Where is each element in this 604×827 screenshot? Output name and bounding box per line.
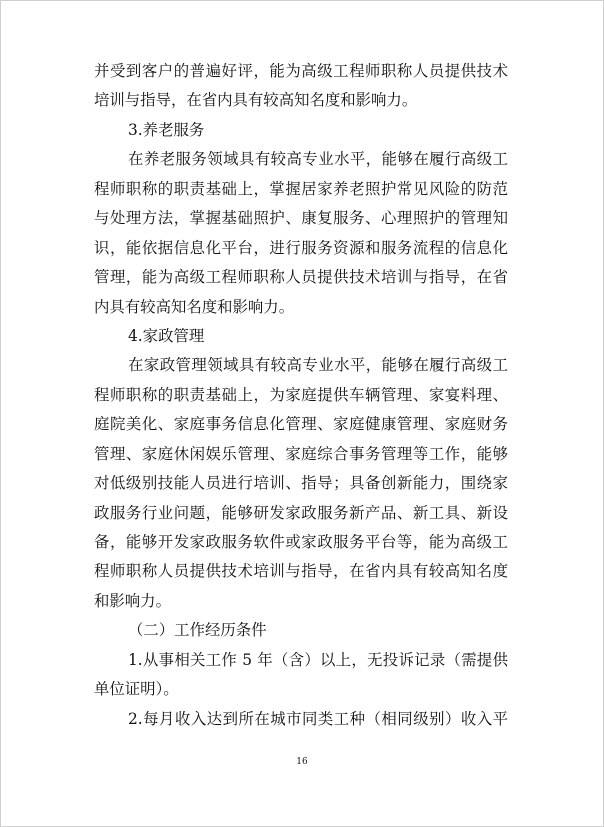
paragraph-line: 在养老服务领域具有较高专业水平，能够在履行高级工: [128, 150, 508, 168]
paragraph-line: 对低级别技能人员进行培训、指导；具备创新能力，围绕家: [94, 474, 508, 492]
section-heading: 4.家政管理: [128, 327, 205, 345]
paragraph-line: 在家政管理领域具有较高专业水平，能够在履行高级工: [128, 356, 508, 374]
paragraph-line: 2.每月收入达到所在城市同类工种（相同级别）收入平: [128, 710, 508, 728]
paragraph-line: 程师职称的职责基础上，为家庭提供车辆管理、家宴料理、: [94, 386, 508, 404]
paragraph-line: 备，能够开发家政服务软件或家政服务平台等，能为高级工: [94, 533, 508, 551]
section-heading: 3.养老服务: [128, 121, 205, 139]
paragraph-line: 与处理方法，掌握基础照护、康复服务、心理照护的管理知: [94, 209, 508, 227]
paragraph-line: 管理、家庭休闲娱乐管理、家庭综合事务管理等工作，能够: [94, 445, 508, 463]
paragraph-line: 内具有较高知名度和影响力。: [94, 298, 295, 316]
page-number: 16: [296, 757, 308, 767]
paragraph-line: 并受到客户的普遍好评，能为高级工程师职称人员提供技术: [94, 62, 508, 80]
paragraph-line: 培训与指导，在省内具有较高知名度和影响力。: [94, 91, 418, 109]
paragraph-line: 1.从事相关工作 5 年（含）以上，无投诉记录（需提供: [128, 651, 508, 669]
paragraph-line: 庭院美化、家庭事务信息化管理、家庭健康管理、家庭财务: [94, 415, 508, 433]
paragraph-line: 识，能依据信息化平台，进行服务资源和服务流程的信息化: [94, 239, 508, 257]
paragraph-line: 单位证明）。: [94, 680, 179, 698]
paragraph-line: 程师职称的职责基础上，掌握居家养老照护常见风险的防范: [94, 180, 508, 198]
paragraph-line: 管理，能为高级工程师职称人员提供技术培训与指导，在省: [94, 268, 508, 286]
section-heading: （二）工作经历条件: [128, 621, 267, 639]
paragraph-line: 程师职称人员提供技术培训与指导，在省内具有较高知名度: [94, 562, 508, 580]
paragraph-line: 和影响力。: [94, 592, 171, 610]
paragraph-line: 政服务行业问题，能够研发家政服务新产品、新工具、新设: [94, 504, 508, 522]
